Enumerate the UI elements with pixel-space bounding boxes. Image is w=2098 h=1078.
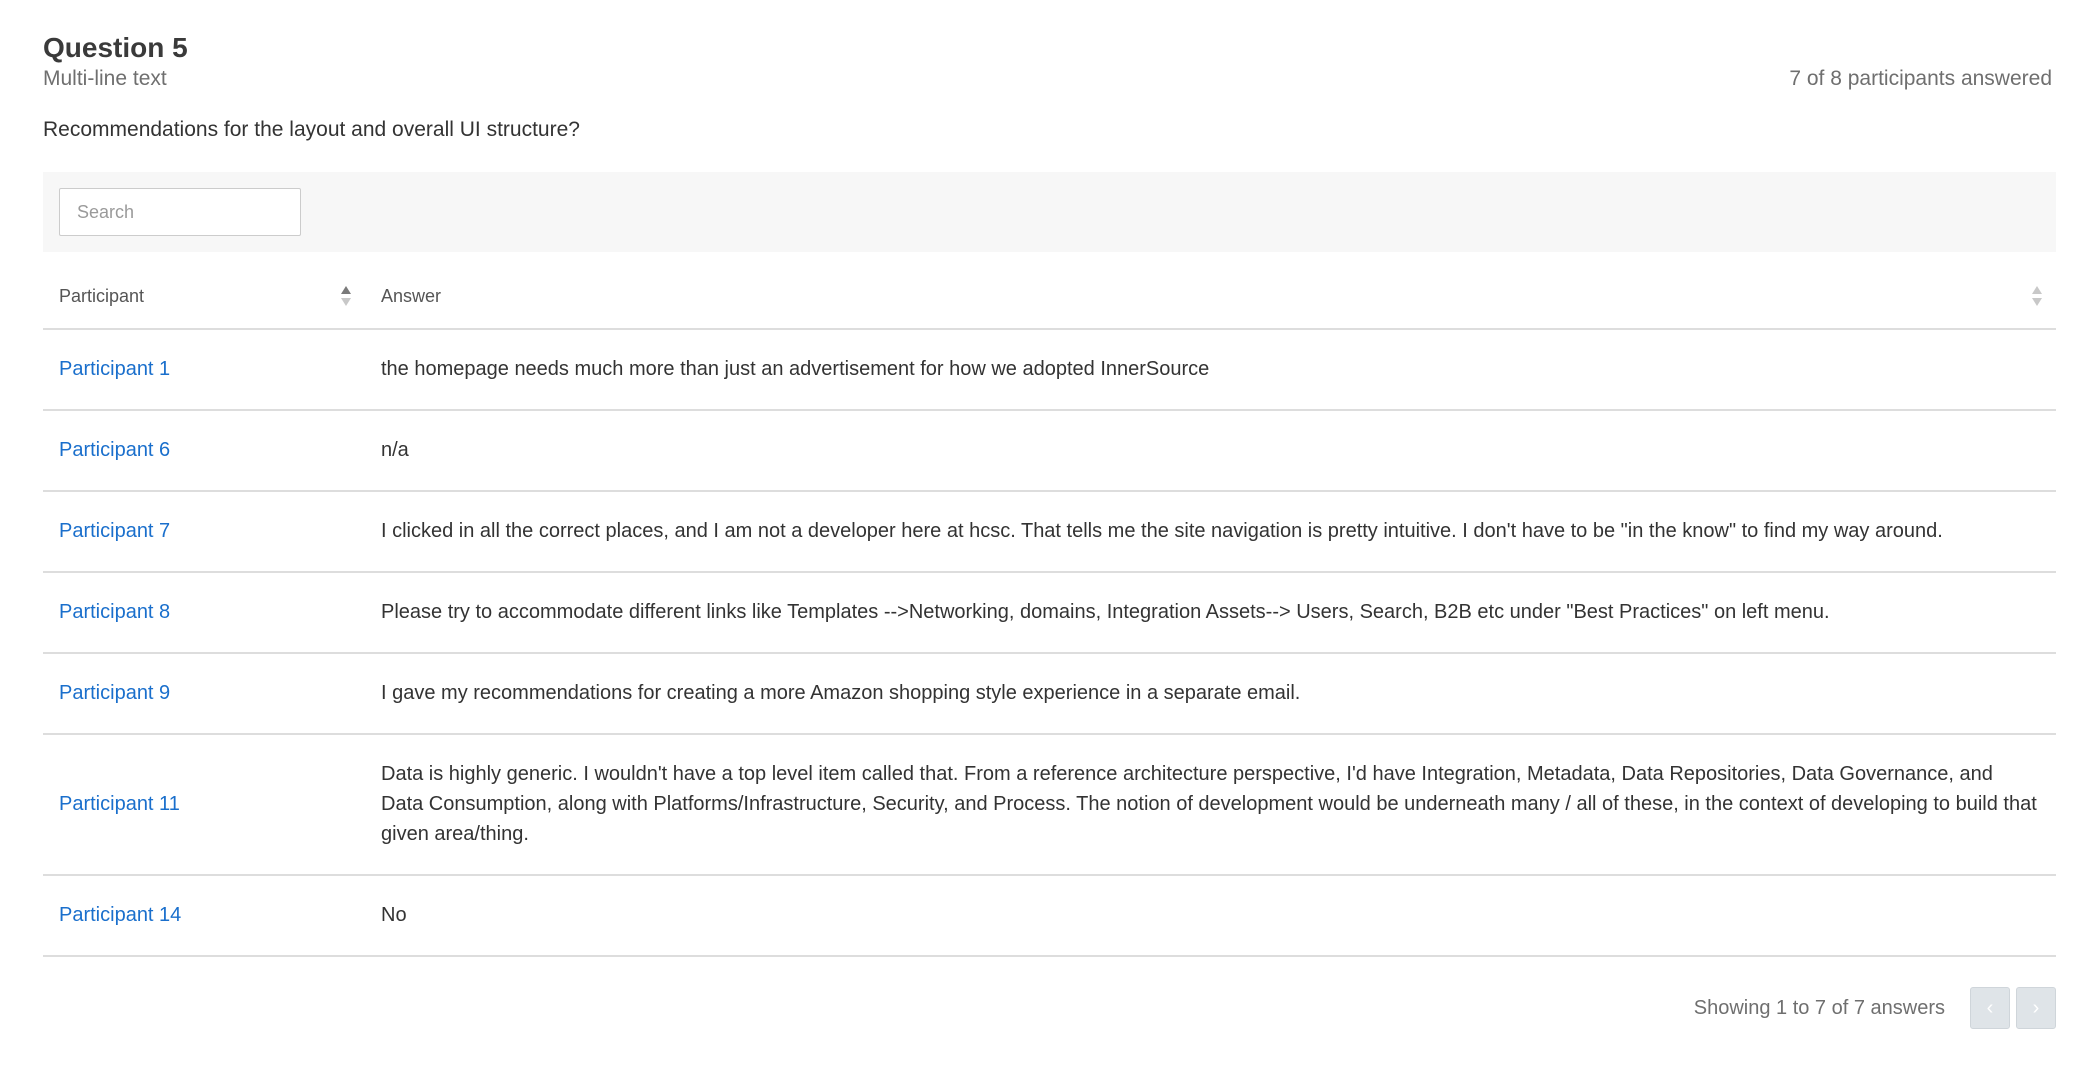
question-heading — [43, 31, 188, 93]
column-header-answer[interactable] — [365, 264, 2056, 329]
participant-cell — [43, 653, 365, 734]
table-row — [43, 491, 2056, 572]
pagination-summary: Showing 1 to 7 of 7 answers — [1693, 996, 1945, 1019]
table-row — [43, 572, 2056, 653]
sort-icon[interactable] — [2032, 285, 2042, 307]
participant-cell — [43, 410, 365, 491]
question-title: Question 5 — [43, 32, 188, 63]
chevron-left-icon: ‹ — [1986, 996, 1994, 1019]
search-bar — [43, 172, 2056, 252]
table-row — [43, 329, 2056, 410]
table-row — [43, 875, 2056, 956]
table-header-row — [43, 264, 2056, 329]
answers-table — [43, 264, 2056, 957]
participant-cell — [43, 572, 365, 653]
participant-link[interactable]: Participant 9 — [59, 682, 171, 704]
sort-icon[interactable] — [341, 285, 351, 307]
answer-cell: No — [365, 875, 2056, 956]
pagination-footer — [43, 987, 2056, 1029]
participant-cell — [43, 491, 365, 572]
answer-cell: the homepage needs much more than just an advertisement for how we adopted InnerSource — [365, 329, 2056, 410]
answer-cell: Data is highly generic. I wouldn't have a top level item called that. From a reference architecture perspective, I'd have Integration, Metadata, Data Repositories, Data Governance, and Data Consumption, along with Platforms/Infrastructure, Security, and Process. The notion of development would be underneath many / all of these, in the context of developing to build that given area/thing. — [365, 734, 2056, 875]
question-type: Multi-line text — [43, 67, 167, 90]
answer-cell: n/a — [365, 410, 2056, 491]
chevron-right-icon: › — [2032, 996, 2040, 1019]
column-header-participant[interactable] — [43, 264, 365, 329]
previous-page-button[interactable] — [1970, 987, 2010, 1029]
table-row — [43, 734, 2056, 875]
participant-cell — [43, 329, 365, 410]
answer-cell: Please try to accommodate different links like Templates -->Networking, domains, Integration Assets--> Users, Search, B2B etc under "Best Practices" on left menu. — [365, 572, 2056, 653]
participant-cell — [43, 875, 365, 956]
participant-link[interactable]: Participant 14 — [59, 904, 182, 926]
answer-cell: I clicked in all the correct places, and I am not a developer here at hcsc. That tells me the site navigation is pretty intuitive. I don't have to be "in the know" to find my way around. — [365, 491, 2056, 572]
participant-link[interactable]: Participant 7 — [59, 520, 171, 542]
table-row — [43, 410, 2056, 491]
participant-link[interactable]: Participant 1 — [59, 358, 171, 380]
question-header — [43, 0, 2056, 93]
answered-count: 7 of 8 participants answered — [1789, 67, 2052, 90]
column-label-answer: Answer — [381, 285, 442, 306]
next-page-button[interactable] — [2016, 987, 2056, 1029]
participant-link[interactable]: Participant 6 — [59, 439, 171, 461]
answer-cell: I gave my recommendations for creating a more Amazon shopping style experience in a separate email. — [365, 653, 2056, 734]
participant-link[interactable]: Participant 8 — [59, 601, 171, 623]
question-panel — [43, 0, 2056, 1029]
table-row — [43, 653, 2056, 734]
question-text: Recommendations for the layout and overall UI structure? — [43, 118, 580, 141]
search-input[interactable] — [59, 188, 301, 236]
participant-link[interactable]: Participant 11 — [59, 793, 180, 815]
column-label-participant: Participant — [59, 285, 145, 306]
participant-cell — [43, 734, 365, 875]
